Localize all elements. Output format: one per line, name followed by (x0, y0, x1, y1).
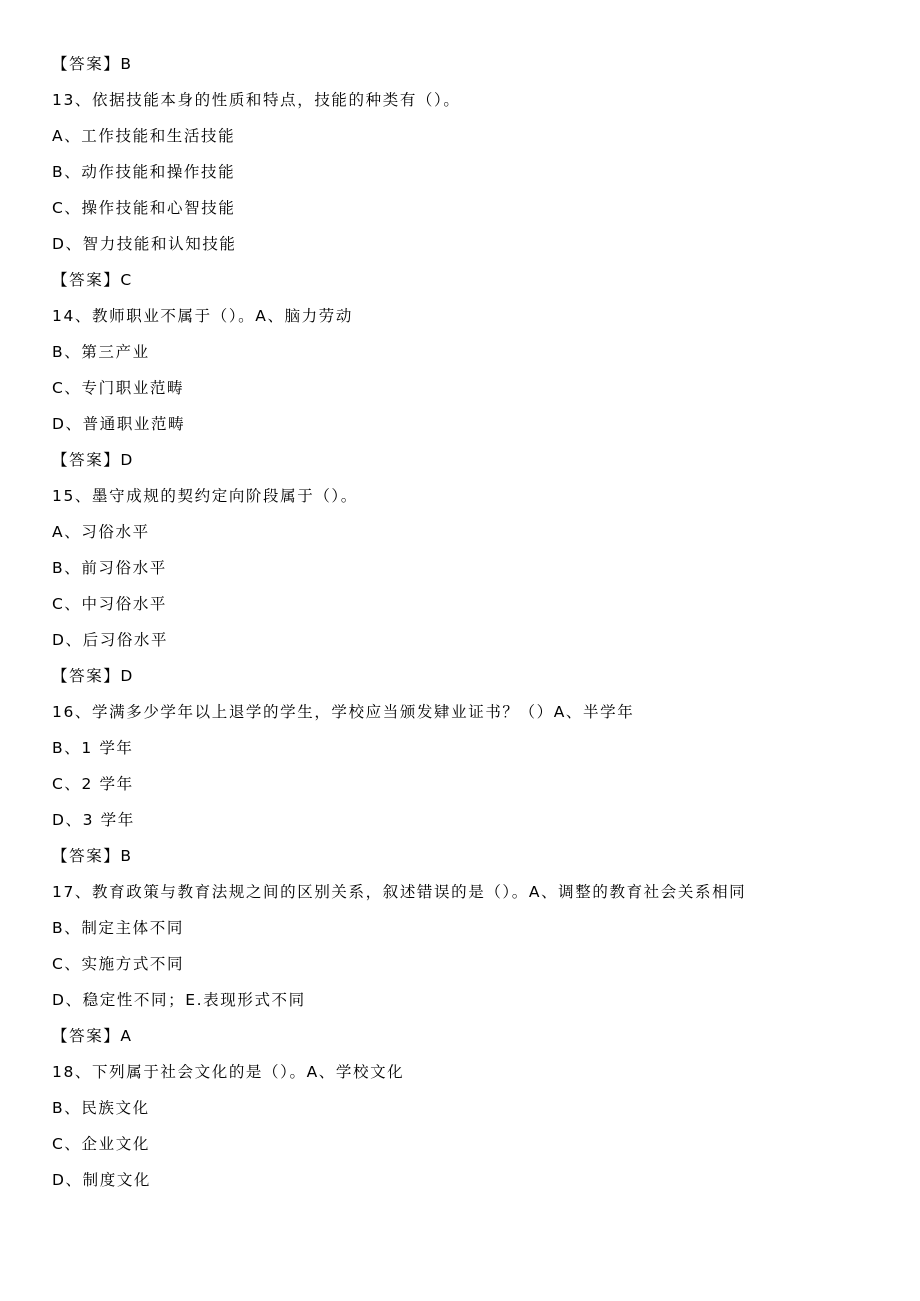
answer-line: 【答案】D (52, 667, 134, 685)
option-line: B、第三产业 (52, 343, 150, 361)
question-13: 13、依据技能本身的性质和特点，技能的种类有（）。 (52, 91, 461, 109)
question-14: 14、教师职业不属于（）。A、脑力劳动 (52, 307, 353, 325)
question-15: 15、墨守成规的契约定向阶段属于（）。 (52, 487, 358, 505)
option-line: D、智力技能和认知技能 (52, 235, 237, 253)
option-line: A、习俗水平 (52, 523, 150, 541)
option-line: B、民族文化 (52, 1099, 150, 1117)
option-line: C、2 学年 (52, 775, 134, 793)
option-line: A、工作技能和生活技能 (52, 127, 236, 145)
answer-line: 【答案】D (52, 451, 134, 469)
question-18: 18、下列属于社会文化的是（）。A、学校文化 (52, 1063, 405, 1081)
answer-line: 【答案】C (52, 271, 133, 289)
option-line: B、1 学年 (52, 739, 134, 757)
option-line: C、中习俗水平 (52, 595, 168, 613)
option-line: C、专门职业范畴 (52, 379, 185, 397)
question-17: 17、教育政策与教育法规之间的区别关系，叙述错误的是（）。A、调整的教育社会关系相同 (52, 883, 747, 901)
option-line: C、操作技能和心智技能 (52, 199, 236, 217)
answer-line: 【答案】B (52, 847, 133, 865)
answer-line: 【答案】B (52, 55, 133, 73)
option-line: D、制度文化 (52, 1171, 152, 1189)
answer-line: 【答案】A (52, 1027, 133, 1045)
option-line: B、动作技能和操作技能 (52, 163, 236, 181)
option-line: B、制定主体不同 (52, 919, 184, 937)
option-line: D、3 学年 (52, 811, 135, 829)
option-line: D、普通职业范畴 (52, 415, 186, 433)
option-line: B、前习俗水平 (52, 559, 167, 577)
option-line: D、稳定性不同；E.表现形式不同 (52, 991, 306, 1009)
question-16: 16、学满多少学年以上退学的学生，学校应当颁发肄业证书？（）A、半学年 (52, 703, 635, 721)
option-line: D、后习俗水平 (52, 631, 169, 649)
option-line: C、企业文化 (52, 1135, 150, 1153)
option-line: C、实施方式不同 (52, 955, 185, 973)
